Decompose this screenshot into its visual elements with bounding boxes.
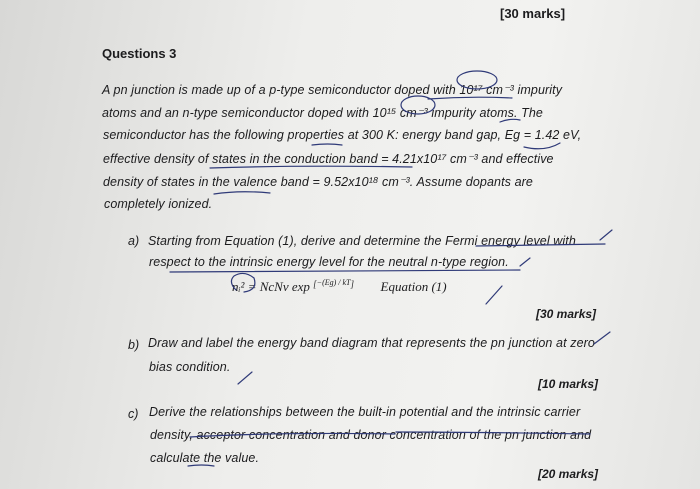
equation-lhs: nᵢ² = NcNv exp bbox=[232, 279, 310, 294]
part-c-line-2: density, acceptor concentration and donor concentration of the pn junction and bbox=[150, 428, 592, 442]
underline-doping-p bbox=[428, 97, 512, 99]
question-title: Questions 3 bbox=[102, 46, 177, 61]
part-a-marks: [30 marks] bbox=[536, 307, 597, 321]
part-a-line-2: respect to the intrinsic energy level for the neutral n-type region. bbox=[149, 255, 509, 269]
intro-line-1: A pn junction is made up of a p-type semiconductor doped with 10¹⁷ cm⁻³ impurity bbox=[102, 83, 563, 97]
part-a-label: a) bbox=[128, 234, 140, 248]
part-b-line-1: Draw and label the energy band diagram that represents the pn junction at zero bbox=[148, 336, 595, 350]
part-c-line-1: Derive the relationships between the built-in potential and the intrinsic carrier bbox=[149, 405, 581, 419]
part-c-line-3: calculate the value. bbox=[150, 451, 260, 465]
underline-300K bbox=[312, 144, 342, 145]
intro-line-4: effective density of states in the conduction band = 4.21x10¹⁷ cm⁻³ and effective bbox=[103, 152, 554, 166]
part-b-line-2: bias condition. bbox=[149, 360, 231, 374]
intro-line-6: completely ionized. bbox=[104, 197, 213, 211]
underline-conduction-band bbox=[210, 166, 412, 168]
part-c-label: c) bbox=[128, 407, 139, 421]
part-b-marks: [10 marks] bbox=[538, 377, 599, 391]
equation-tag: Equation (1) bbox=[380, 279, 447, 294]
underline-intrinsic-level bbox=[170, 270, 520, 272]
header-marks: [30 marks] bbox=[500, 6, 566, 21]
intro-line-5: density of states in the valence band = 9.52x10¹⁸ cm⁻³. Assume dopants are bbox=[103, 175, 533, 189]
equation-exponent: −(Eg) / kT bbox=[316, 278, 351, 287]
intro-line-3: semiconductor has the following properties at 300 K: energy band gap, Eg = 1.42 eV, bbox=[103, 128, 582, 142]
part-b-label: b) bbox=[128, 338, 140, 352]
intro-line-2: atoms and an n-type semiconductor doped with 10¹⁵ cm⁻³ impurity atoms. The bbox=[102, 106, 543, 120]
equation-1: nᵢ² = NcNv exp [−(Eg) / kT] Equation (1) bbox=[232, 278, 447, 294]
part-a-line-1: Starting from Equation (1), derive and determine the Fermi energy level with bbox=[148, 234, 576, 248]
part-c-marks: [20 marks] bbox=[538, 467, 599, 481]
